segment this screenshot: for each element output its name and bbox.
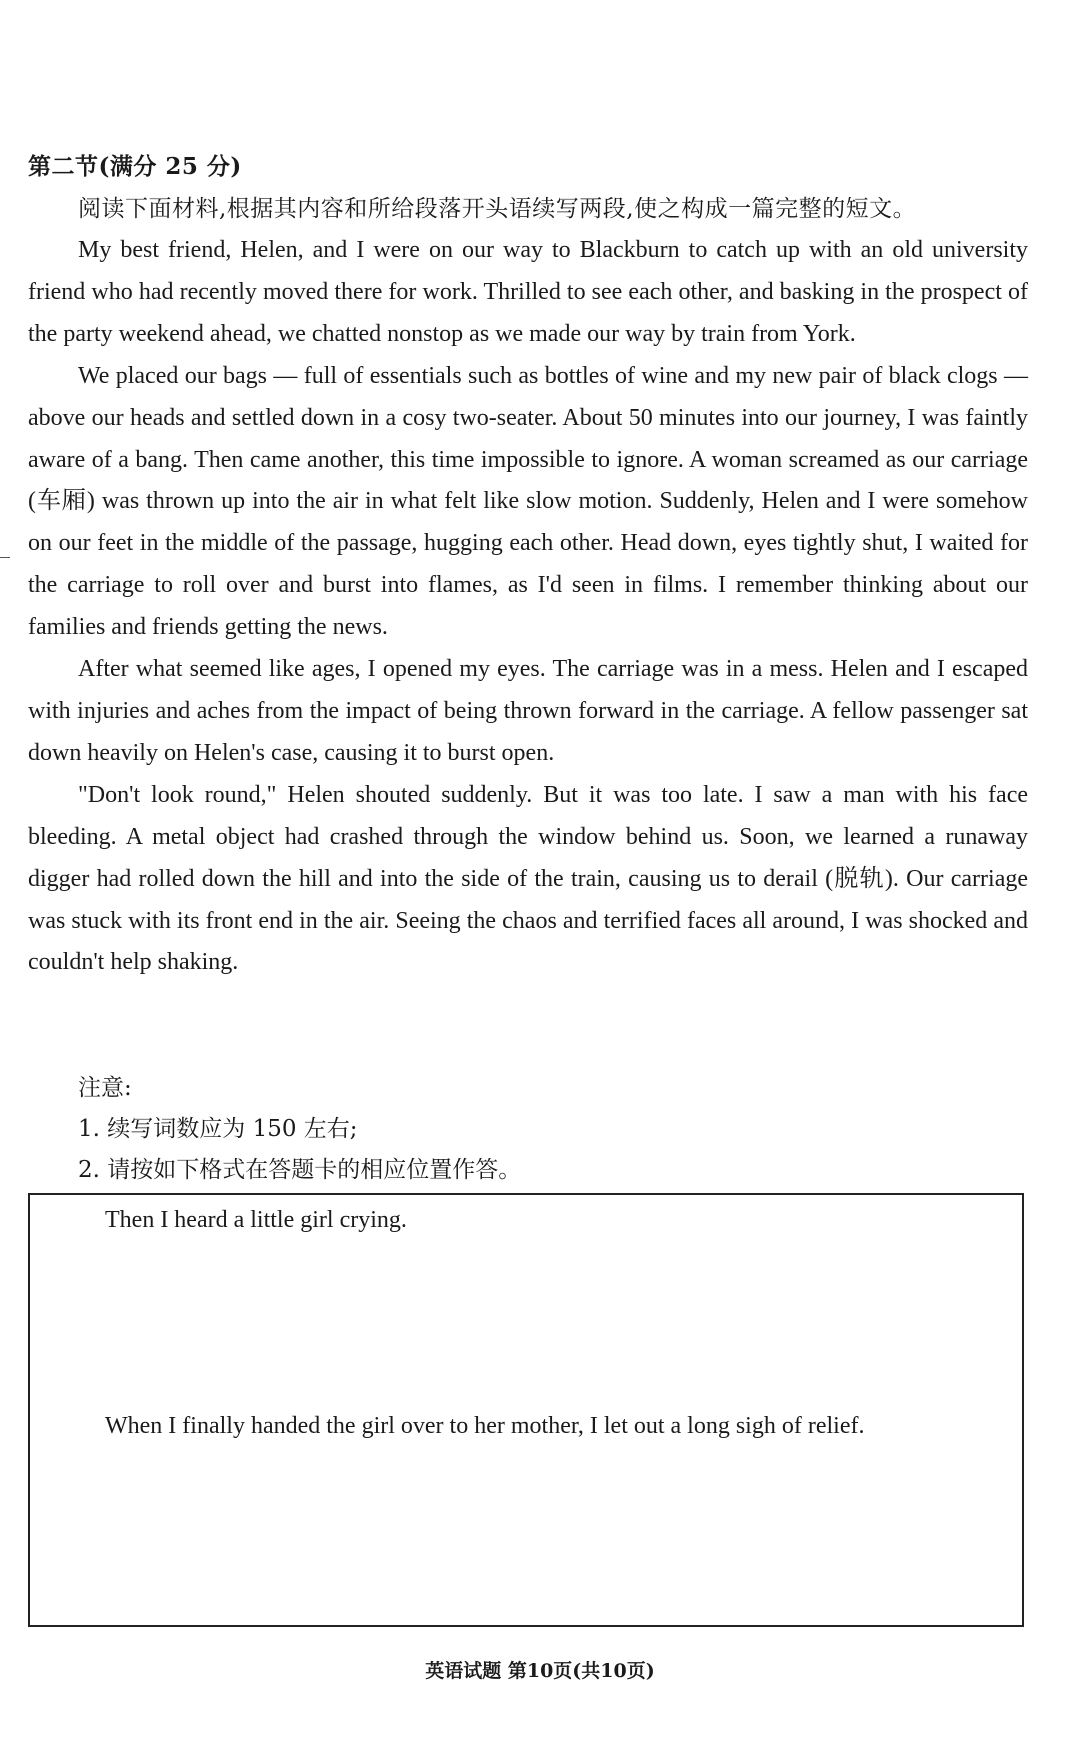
note-item-1: 1. 续写词数应为 150 左右; [78, 1116, 358, 1142]
notes [78, 1068, 521, 1191]
notes-heading: 注意: [78, 1075, 132, 1101]
section-title: 第二节(满分 25 分) [28, 153, 242, 180]
paragraph-2-opening: When I finally handed the girl over to her mother, I let out a long sigh of relief. [105, 1413, 865, 1439]
margin-mark [0, 557, 10, 558]
note-item-2: 2. 请按如下格式在答题卡的相应位置作答。 [78, 1157, 522, 1183]
paragraph-1-opening: Then I heard a little girl crying. [105, 1207, 407, 1233]
passage-paragraph-4: "Don't look round," Helen shouted suddenly. But it was too late. I saw a man with his face bleeding. A metal object had crashed through the window behind us. Soon, we learned a runaway digger had rolled down the hill and into the side of the train, causing us to derail (脱轨). Our carriage was stuck with its front end in the air. Seeing the chaos and terrified faces all around, I was shocked and couldn't help shaking. [28, 781, 1028, 976]
answer-box [28, 1193, 1024, 1627]
reading-passage [28, 230, 1028, 984]
task-instruction: 阅读下面材料,根据其内容和所给段落开头语续写两段,使之构成一篇完整的短文。 [78, 196, 917, 222]
page-footer: 英语试题 第10页(共10页) [425, 1660, 655, 1682]
passage-paragraph-3: After what seemed like ages, I opened my eyes. The carriage was in a mess. Helen and I escaped with injuries and aches from the impact of being thrown forward in the carriage. A fellow passenger sat down heavily on Helen's case, causing it to burst open. [28, 656, 1028, 766]
passage-paragraph-2: We placed our bags — full of essentials such as bottles of wine and my new pair of black clogs — above our heads and settled down in a cosy two-seater. About 50 minutes into our journey, I was faintly aware of a bang. Then came another, this time impossible to ignore. A woman screamed as our carriage (车厢) was thrown up into the air in what felt like slow motion. Suddenly, Helen and I were somehow on our feet in the middle of the passage, hugging each other. Head down, eyes tightly shut, I waited for the carriage to roll over and burst into flames, as I'd seen in films. I remember thinking about our families and friends getting the news. [28, 362, 1028, 641]
passage-paragraph-1: My best friend, Helen, and I were on our way to Blackburn to catch up with an old university friend who had recently moved there for work. Thrilled to see each other, and basking in the prospect of the party weekend ahead, we chatted nonstop as we made our way by train from York. [28, 237, 1028, 347]
